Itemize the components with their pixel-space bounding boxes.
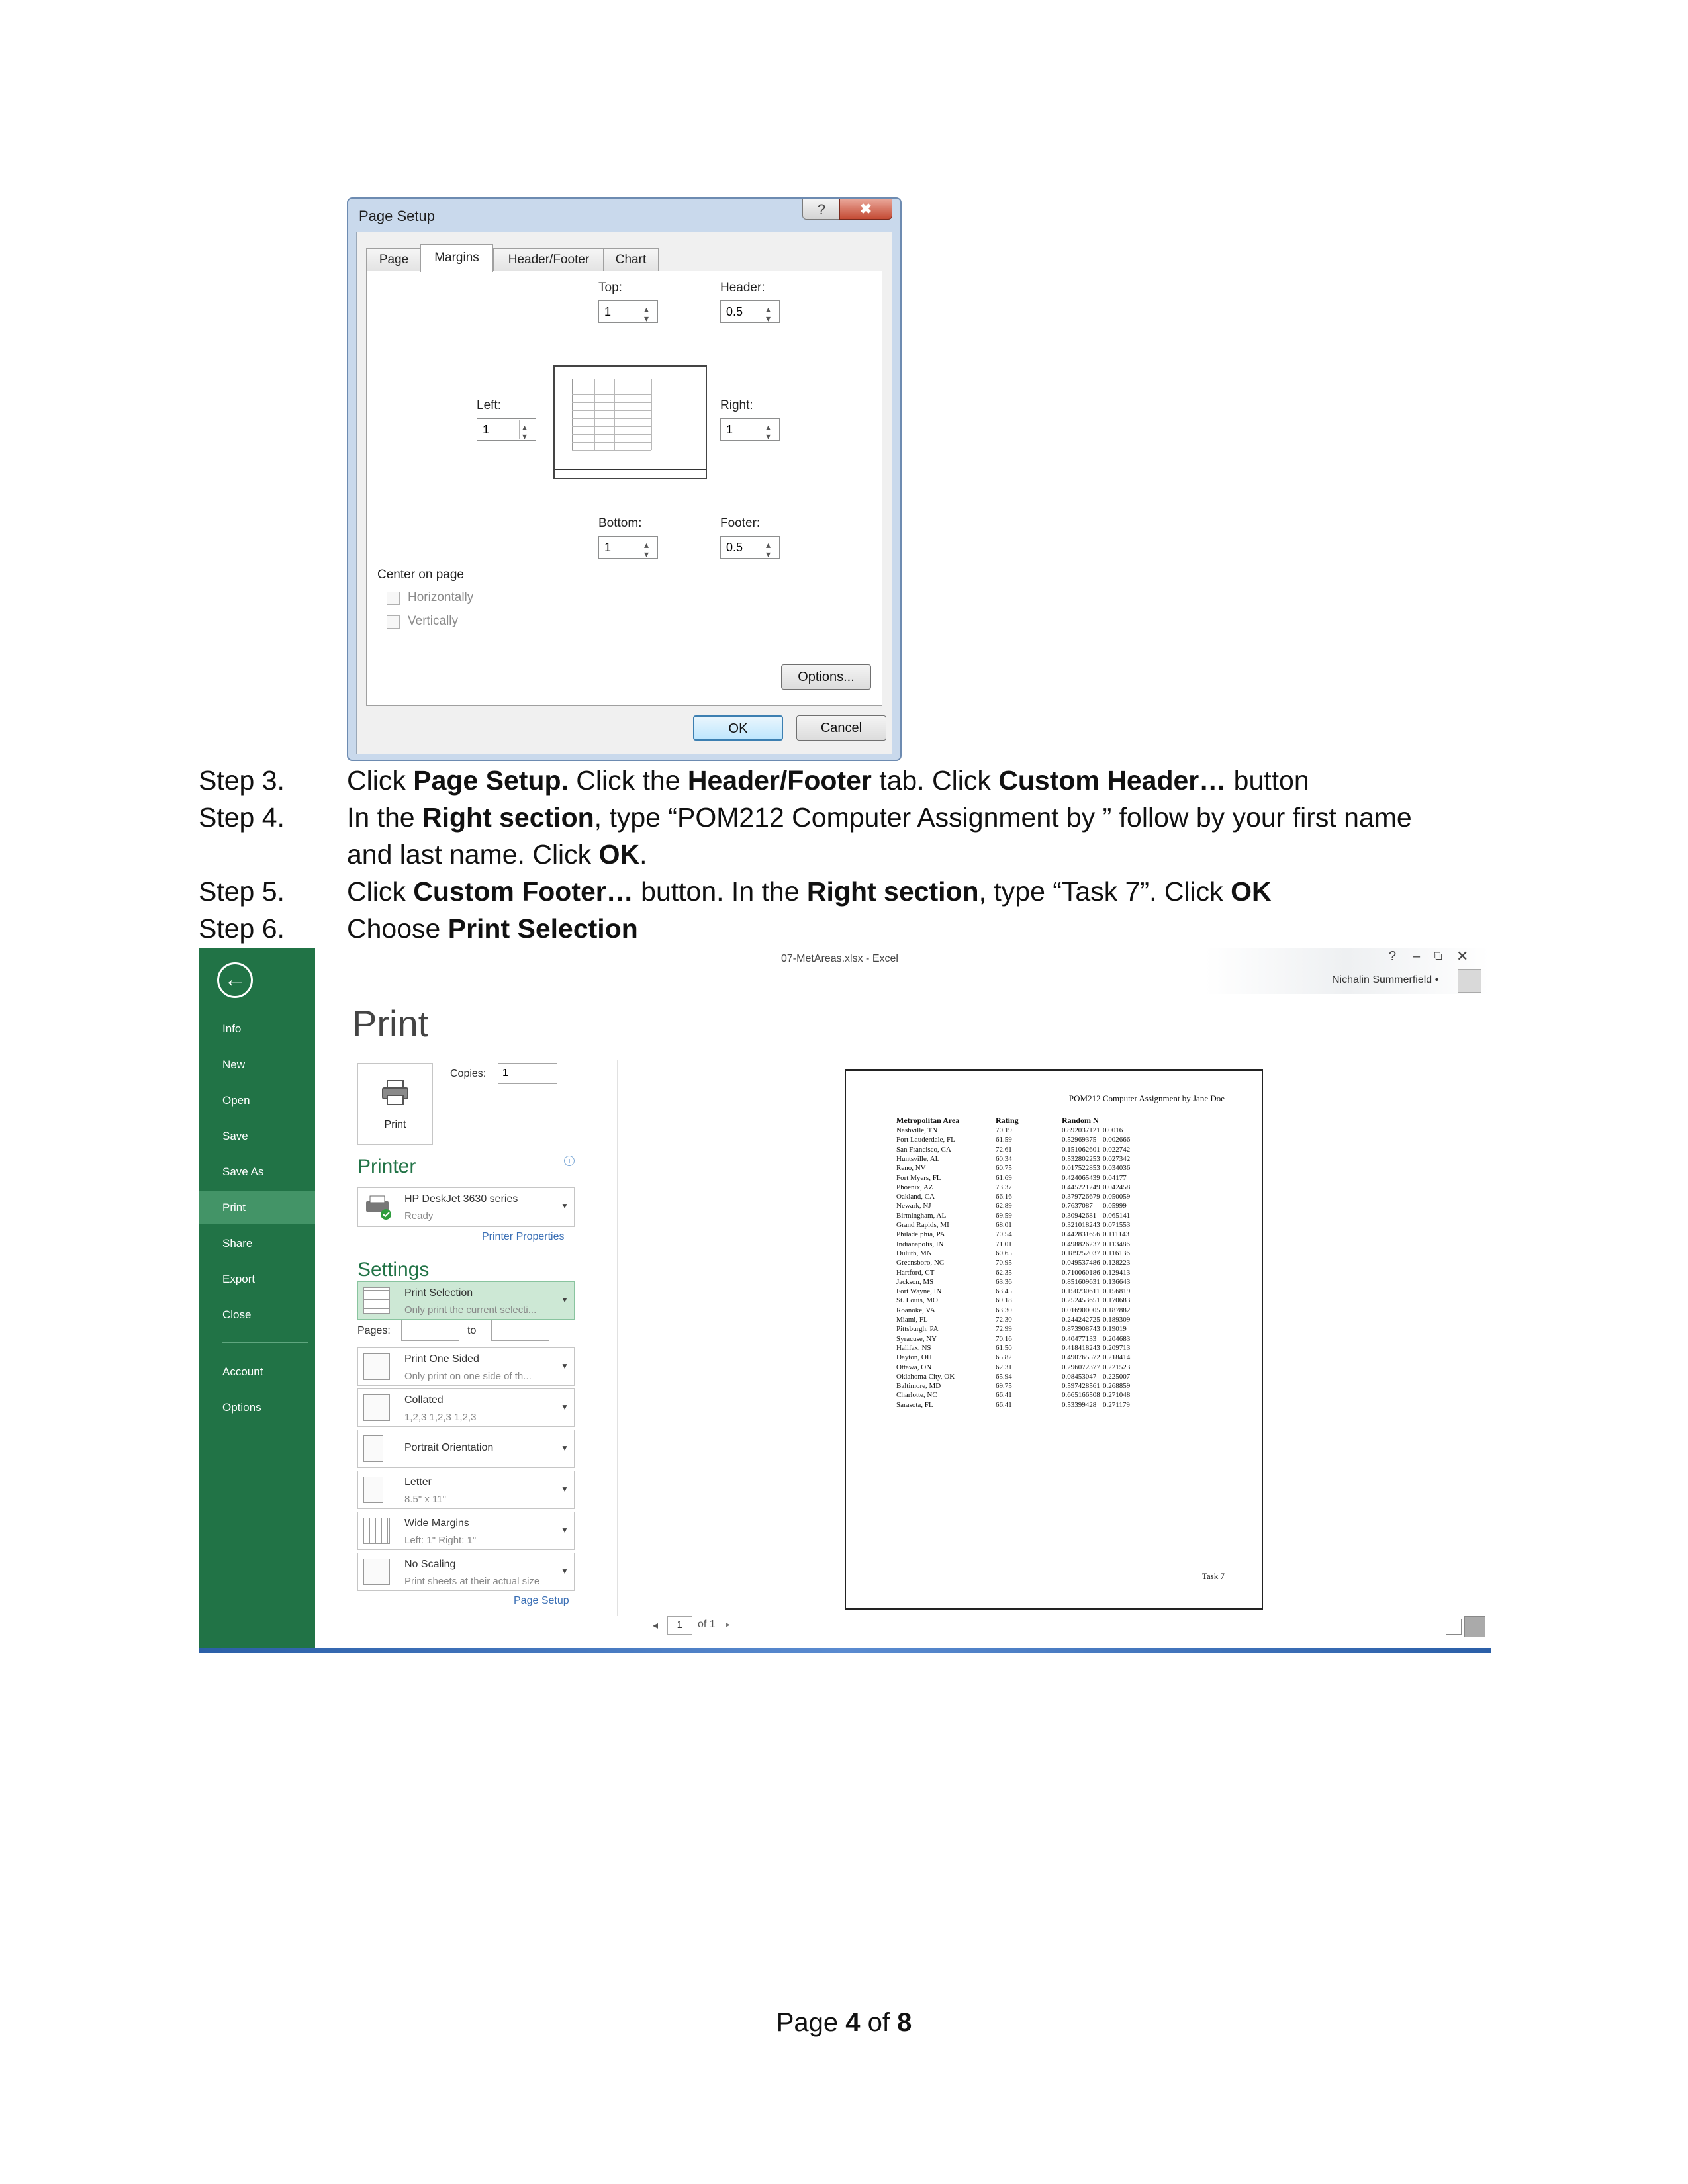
setting-sublabel: Only print the current selecti... (404, 1304, 537, 1316)
text-run: and last name. Click (347, 839, 599, 870)
preview-cell: 62.31 (996, 1363, 1012, 1371)
margins-panel (366, 271, 882, 706)
preview-cell: 71.01 (996, 1240, 1012, 1248)
print-button[interactable] (357, 1063, 433, 1145)
spinner-arrows-icon[interactable] (641, 538, 656, 557)
preview-cell: Greensboro, NC (896, 1259, 945, 1267)
chevron-down-icon: ▼ (561, 1402, 569, 1412)
step-4-text-continued (347, 839, 647, 870)
nav-save[interactable]: Save (222, 1130, 248, 1142)
preview-cell: 70.54 (996, 1230, 1012, 1239)
preview-cell: Reno, NV (896, 1164, 926, 1173)
nav-account[interactable]: Account (222, 1365, 263, 1378)
text-run-bold: Print Selection (447, 913, 638, 944)
bottom-label: Bottom: (598, 516, 642, 530)
preview-cell: 0.424065439 (1062, 1173, 1100, 1182)
preview-cell: 63.36 (996, 1277, 1012, 1286)
header-label: Header: (720, 281, 765, 295)
bottom-margin-spinner[interactable] (598, 536, 658, 559)
paper-size-dropdown[interactable] (357, 1471, 575, 1509)
no-scaling-icon (363, 1559, 390, 1585)
text-run: , type “Task 7”. Click (978, 876, 1231, 907)
preview-cell: 0.418418243 (1062, 1343, 1100, 1352)
preview-cell: Newark, NJ (896, 1202, 931, 1210)
back-arrow-icon[interactable]: ← (217, 962, 253, 998)
preview-cell: 0.150230611 (1062, 1287, 1100, 1296)
step-5-label: Step 5. (199, 876, 285, 907)
nav-export[interactable]: Export (222, 1273, 256, 1285)
preview-cell: 0.05999 (1103, 1202, 1127, 1210)
preview-cell: 68.01 (996, 1221, 1012, 1229)
taskbar-strip (199, 1648, 1491, 1653)
tab-chart[interactable]: Chart (603, 248, 659, 271)
preview-cell: 0.710060186 (1062, 1268, 1100, 1277)
preview-cell: 0.116136 (1103, 1249, 1130, 1257)
dialog-title: Page Setup (359, 208, 435, 224)
text-run-bold: Right section (422, 802, 594, 833)
page-count: of 1 (698, 1619, 716, 1630)
pages-to-label: to (467, 1325, 477, 1336)
setting-label: Print One Sided (404, 1353, 479, 1365)
step-4-text (347, 802, 1412, 833)
preview-cell: Duluth, MN (896, 1249, 932, 1257)
preview-cell: 0.189252037 (1062, 1249, 1100, 1257)
preview-cell: Halifax, NS (896, 1343, 931, 1352)
page-footer-mid: of (860, 2008, 898, 2037)
text-run-bold: Custom Header… (998, 765, 1227, 796)
setting-label: Portrait Orientation (404, 1442, 494, 1453)
preview-cell: Phoenix, AZ (896, 1183, 933, 1191)
preview-header-text: POM212 Computer Assignment by Jane Doe (1068, 1093, 1225, 1103)
preview-cell: Baltimore, MD (896, 1382, 941, 1390)
preview-cell: 0.204683 (1103, 1334, 1131, 1343)
preview-cell: 61.69 (996, 1173, 1012, 1182)
preview-cell: 61.59 (996, 1136, 1012, 1144)
chevron-down-icon: ▼ (561, 1567, 569, 1576)
margin-preview-graphic (553, 365, 707, 479)
horizontally-label: Horizontally (408, 590, 474, 604)
setting-sublabel: Left: 1" Right: 1" (404, 1535, 477, 1546)
preview-cell: 72.61 (996, 1145, 1012, 1154)
preview-cell: 0.034036 (1103, 1164, 1131, 1173)
preview-cell: 60.65 (996, 1249, 1012, 1257)
show-margins-icon[interactable] (1446, 1619, 1462, 1635)
zoom-to-page-icon[interactable] (1464, 1616, 1485, 1637)
center-on-page-label: Center on page (377, 568, 464, 582)
preview-cell: Birmingham, AL (896, 1211, 947, 1220)
text-run: . (639, 839, 647, 870)
print-preview-page (845, 1069, 1263, 1610)
preview-cell: Hartford, CT (896, 1268, 935, 1277)
margins-dropdown[interactable] (357, 1512, 575, 1550)
preview-cell: 0.665166508 (1062, 1391, 1100, 1400)
pages-to-input[interactable] (491, 1320, 549, 1341)
bottom-margin-value: 1 (604, 541, 612, 554)
dialog-body (356, 232, 892, 754)
nav-divider (222, 1342, 308, 1343)
help-icon[interactable]: ? (1389, 949, 1397, 964)
ok-button[interactable]: OK (693, 715, 783, 741)
one-sided-icon (363, 1353, 390, 1380)
preview-cell: 66.16 (996, 1193, 1012, 1201)
settings-heading: Settings (357, 1259, 430, 1281)
spinner-arrows-icon[interactable] (763, 420, 778, 439)
page-footer (0, 2008, 1688, 2038)
window-title: 07-MetAreas.xlsx - Excel (781, 953, 898, 964)
text-run: button. In the (633, 876, 807, 907)
setting-label: Wide Margins (404, 1518, 469, 1529)
preview-cell: 0.209713 (1103, 1343, 1131, 1352)
preview-cell: 0.271048 (1103, 1391, 1131, 1400)
preview-cell: 0.187882 (1103, 1306, 1131, 1314)
paper-icon (363, 1477, 383, 1503)
text-run-bold: Header/Footer (687, 765, 872, 796)
preview-cell: 0.225007 (1103, 1372, 1131, 1381)
preview-cell: 0.490765572 (1062, 1353, 1100, 1362)
preview-cell: 62.35 (996, 1268, 1012, 1277)
setting-sublabel: Print sheets at their actual size (404, 1576, 540, 1587)
preview-cell: Grand Rapids, MI (896, 1221, 949, 1229)
preview-cell: 0.498826237 (1062, 1240, 1100, 1248)
preview-cell: 70.16 (996, 1334, 1012, 1343)
chevron-down-icon: ▼ (561, 1525, 569, 1535)
printer-name: HP DeskJet 3630 series (404, 1193, 518, 1205)
preview-cell: 62.89 (996, 1202, 1012, 1210)
preview-cell: 61.50 (996, 1343, 1012, 1352)
preview-cell: 0.002666 (1103, 1136, 1131, 1144)
printer-ready-icon (363, 1195, 393, 1221)
nav-save-as[interactable]: Save As (222, 1165, 264, 1178)
previous-page-icon[interactable]: ◂ (653, 1620, 659, 1631)
excel-print-backstage (199, 948, 1491, 1653)
preview-cell: 72.99 (996, 1325, 1012, 1334)
preview-cell: 0.128223 (1103, 1259, 1131, 1267)
preview-cell: 0.221523 (1103, 1363, 1131, 1371)
preview-cell: 0.53399428 (1062, 1400, 1097, 1409)
preview-cell: 0.445221249 (1062, 1183, 1100, 1191)
preview-cell: 0.379726679 (1062, 1193, 1100, 1201)
preview-cell: 0.016900005 (1062, 1306, 1100, 1314)
spinner-arrows-icon[interactable] (763, 538, 778, 557)
text-run: tab. Click (871, 765, 999, 796)
step-4-label: Step 4. (199, 802, 285, 833)
setting-label: No Scaling (404, 1559, 456, 1570)
right-label: Right: (720, 398, 753, 412)
page-title: Print (352, 1003, 429, 1044)
preview-cell: 0.271179 (1103, 1400, 1130, 1409)
tab-page[interactable]: Page (366, 248, 422, 271)
right-margin-spinner[interactable] (720, 418, 780, 441)
preview-cell: 65.82 (996, 1353, 1012, 1362)
preview-cell: 65.94 (996, 1372, 1012, 1381)
vertically-label: Vertically (408, 614, 459, 628)
spinner-arrows-icon[interactable] (641, 302, 656, 321)
preview-cell: 70.95 (996, 1259, 1012, 1267)
text-run: Click the (568, 765, 688, 796)
preview-cell: 0.892037121 (1062, 1126, 1100, 1134)
printer-properties-link[interactable]: Printer Properties (482, 1231, 565, 1242)
print-button-label: Print (384, 1119, 406, 1130)
preview-cell: 0.52969375 (1062, 1136, 1097, 1144)
preview-cell: Huntsville, AL (896, 1154, 940, 1163)
preview-cell: 0.218414 (1103, 1353, 1131, 1362)
help-button[interactable]: ? (802, 199, 841, 220)
preview-cell: 0.252453651 (1062, 1297, 1100, 1305)
preview-cell: 0.532802253 (1062, 1154, 1100, 1163)
preview-cell: 0.050059 (1103, 1193, 1131, 1201)
preview-cell: 0.296072377 (1062, 1363, 1100, 1371)
setting-sublabel: 8.5" x 11" (404, 1494, 446, 1505)
footer-label: Footer: (720, 516, 761, 530)
preview-cell: 0.111143 (1103, 1230, 1130, 1239)
preview-cell: 0.017522853 (1062, 1164, 1100, 1173)
preview-cell: 60.34 (996, 1154, 1012, 1163)
preview-cell: Fort Lauderdale, FL (896, 1136, 955, 1144)
pages-label: Pages: (357, 1325, 391, 1336)
printer-dropdown[interactable] (357, 1187, 575, 1227)
restore-icon[interactable]: ⧉ (1434, 949, 1442, 962)
print-what-dropdown[interactable] (357, 1281, 575, 1320)
cancel-button[interactable]: Cancel (796, 715, 886, 741)
left-margin-value: 1 (483, 423, 490, 436)
preview-cell: 0.597428561 (1062, 1382, 1100, 1390)
preview-cell: 73.37 (996, 1183, 1012, 1191)
left-label: Left: (477, 398, 501, 412)
text-run-bold: Page Setup. (413, 765, 569, 796)
margins-icon (363, 1518, 390, 1544)
preview-cell: Syracuse, NY (896, 1334, 937, 1343)
setting-label: Letter (404, 1477, 432, 1488)
nav-print[interactable]: Print (199, 1191, 315, 1224)
footer-margin-value: 0.5 (726, 541, 743, 554)
preview-cell: 63.30 (996, 1306, 1012, 1314)
preview-cell: 0.189309 (1103, 1316, 1131, 1324)
pages-from-input[interactable] (401, 1320, 459, 1341)
header-margin-spinner[interactable] (720, 300, 780, 323)
next-page-icon[interactable]: ▸ (726, 1619, 731, 1629)
step-6-text (347, 913, 638, 944)
chevron-down-icon: ▼ (561, 1484, 569, 1494)
setting-label: Collated (404, 1394, 444, 1406)
text-run: button (1226, 765, 1309, 796)
text-run: In the (347, 802, 422, 833)
preview-cell: 0.170683 (1103, 1297, 1131, 1305)
preview-cell: 0.19019 (1103, 1325, 1127, 1334)
preview-cell: 69.18 (996, 1297, 1012, 1305)
page-setup-link[interactable]: Page Setup (514, 1595, 569, 1606)
text-run: , type “POM212 Computer Assignment by ” follow by your first name (594, 802, 1412, 833)
preview-cell: 0.151062601 (1062, 1145, 1100, 1154)
preview-cell: Fort Myers, FL (896, 1173, 941, 1182)
preview-cell: Roanoke, VA (896, 1306, 935, 1314)
top-margin-spinner[interactable] (598, 300, 658, 323)
horizontally-checkbox[interactable] (387, 592, 400, 605)
preview-cell: 0.022742 (1103, 1145, 1131, 1154)
preview-cell: 0.442831656 (1062, 1230, 1100, 1239)
header-margin-value: 0.5 (726, 305, 743, 318)
step-3-label: Step 3. (199, 765, 285, 796)
nav-share[interactable]: Share (222, 1237, 253, 1250)
vertically-checkbox[interactable] (387, 615, 400, 629)
footer-margin-spinner[interactable] (720, 536, 780, 559)
preview-cell: 0.268859 (1103, 1382, 1131, 1390)
backstage-sidebar (199, 948, 315, 1648)
current-page: 4 (845, 2008, 861, 2037)
avatar[interactable] (1458, 969, 1481, 993)
close-icon[interactable]: ✕ (1456, 948, 1469, 964)
preview-cell: 0.04177 (1103, 1173, 1127, 1182)
nav-new[interactable]: New (222, 1058, 246, 1071)
portrait-page-icon (363, 1435, 383, 1462)
preview-cell: San Francisco, CA (896, 1145, 951, 1154)
preview-column-header: Rating (996, 1116, 1019, 1125)
sheet-grid-icon (363, 1287, 390, 1314)
preview-cell: 0.071553 (1103, 1221, 1131, 1229)
text-run: Choose (347, 913, 448, 944)
copies-input[interactable] (498, 1063, 557, 1084)
preview-cell: 0.042458 (1103, 1183, 1131, 1191)
chevron-down-icon: ▼ (561, 1295, 569, 1304)
left-margin-spinner[interactable] (477, 418, 536, 441)
tab-header-footer[interactable]: Header/Footer (493, 248, 604, 271)
text-run-bold: Right section (806, 876, 979, 907)
preview-cell: 0.851609631 (1062, 1277, 1100, 1286)
spinner-arrows-icon[interactable] (763, 302, 778, 321)
preview-cell: 63.45 (996, 1287, 1012, 1296)
orientation-dropdown[interactable] (357, 1430, 575, 1468)
tab-margins[interactable]: Margins (420, 244, 493, 272)
step-5-text (347, 876, 1272, 907)
preview-cell: 0.321018243 (1062, 1221, 1100, 1229)
printer-icon (381, 1078, 410, 1107)
preview-cell: 0.065141 (1103, 1211, 1131, 1220)
chevron-down-icon: ▼ (561, 1443, 569, 1453)
preview-cell: Sarasota, FL (896, 1400, 933, 1409)
setting-sublabel: Only print on one side of th... (404, 1371, 532, 1382)
pane-divider (617, 1060, 618, 1616)
scaling-dropdown[interactable] (357, 1553, 575, 1591)
preview-cell: 0.113486 (1103, 1240, 1130, 1248)
sides-dropdown[interactable] (357, 1347, 575, 1386)
preview-cell: Miami, FL (896, 1316, 928, 1324)
minimize-icon[interactable]: – (1413, 949, 1421, 964)
preview-cell: Oakland, CA (896, 1193, 935, 1201)
copies-label: Copies: (450, 1068, 487, 1079)
preview-cell: 0.049537486 (1062, 1259, 1100, 1267)
preview-cell: 66.41 (996, 1391, 1012, 1400)
text-run-bold: OK (598, 839, 640, 870)
preview-cell: 0.027342 (1103, 1154, 1131, 1163)
setting-label: Print Selection (404, 1287, 473, 1298)
preview-cell: Ottawa, ON (896, 1363, 932, 1371)
preview-cell: Pittsburgh, PA (896, 1325, 939, 1334)
preview-column-header: Metropolitan Area (896, 1116, 960, 1125)
nav-info[interactable]: Info (222, 1023, 242, 1035)
preview-cell: Fort Wayne, IN (896, 1287, 942, 1296)
preview-cell: 0.129413 (1103, 1268, 1131, 1277)
preview-footer-text: Task 7 (1201, 1571, 1225, 1581)
collated-icon (363, 1394, 390, 1421)
setting-sublabel: 1,2,3 1,2,3 1,2,3 (404, 1412, 477, 1423)
preview-cell: 0.40477133 (1062, 1334, 1097, 1343)
preview-cell: 66.41 (996, 1400, 1012, 1409)
preview-cell: 0.873908743 (1062, 1325, 1100, 1334)
preview-cell: Indianapolis, IN (896, 1240, 944, 1248)
page-setup-dialog (347, 197, 902, 761)
preview-cell: Philadelphia, PA (896, 1230, 945, 1239)
text-run-bold: Custom Footer… (413, 876, 633, 907)
preview-cell: 69.59 (996, 1211, 1012, 1220)
printer-status: Ready (404, 1210, 434, 1222)
preview-cell: Nashville, TN (896, 1126, 938, 1134)
chevron-down-icon: ▼ (561, 1361, 569, 1371)
nav-close[interactable]: Close (222, 1308, 252, 1321)
page-footer-prefix: Page (776, 2008, 846, 2037)
preview-cell: 72.30 (996, 1316, 1012, 1324)
text-run: Click (347, 876, 414, 907)
preview-cell: 0.244242725 (1062, 1316, 1100, 1324)
preview-cell: 0.08453047 (1062, 1372, 1097, 1381)
title-bar-decoration (1205, 948, 1489, 994)
preview-cell: 70.19 (996, 1126, 1012, 1134)
preview-cell: 69.75 (996, 1382, 1012, 1390)
top-label: Top: (598, 281, 622, 295)
preview-cell: Charlotte, NC (896, 1391, 937, 1400)
preview-cell: 0.0016 (1103, 1126, 1123, 1134)
nav-options[interactable]: Options (222, 1401, 261, 1414)
text-run: Click (347, 765, 414, 796)
preview-cell: 60.75 (996, 1164, 1012, 1173)
user-name[interactable]: Nichalin Summerfield • (1332, 974, 1439, 985)
copies-value: 1 (502, 1068, 508, 1079)
page-number-input[interactable]: 1 (667, 1616, 692, 1635)
total-pages: 8 (897, 2008, 912, 2037)
spinner-arrows-icon[interactable] (519, 420, 534, 439)
chevron-down-icon: ▼ (561, 1201, 569, 1210)
preview-column-header: Random N (1062, 1116, 1099, 1125)
info-icon[interactable]: i (564, 1156, 575, 1166)
preview-cell: Dayton, OH (896, 1353, 932, 1362)
options-button[interactable]: Options... (781, 664, 871, 690)
right-margin-value: 1 (726, 423, 733, 436)
preview-cell: 0.7637087 (1062, 1202, 1093, 1210)
preview-cell: 0.30942681 (1062, 1211, 1097, 1220)
step-3-text (347, 765, 1309, 796)
printer-heading: Printer (357, 1156, 416, 1177)
preview-cell: 0.136643 (1103, 1277, 1131, 1286)
preview-cell: 0.156819 (1103, 1287, 1131, 1296)
top-margin-value: 1 (604, 305, 612, 318)
step-6-label: Step 6. (199, 913, 285, 944)
text-run-bold: OK (1231, 876, 1272, 907)
close-button[interactable]: ✖ (839, 199, 892, 220)
preview-cell: Oklahoma City, OK (896, 1372, 955, 1381)
collation-dropdown[interactable] (357, 1388, 575, 1427)
preview-cell: St. Louis, MO (896, 1297, 938, 1305)
preview-cell: Jackson, MS (896, 1277, 934, 1286)
nav-open[interactable]: Open (222, 1094, 250, 1107)
